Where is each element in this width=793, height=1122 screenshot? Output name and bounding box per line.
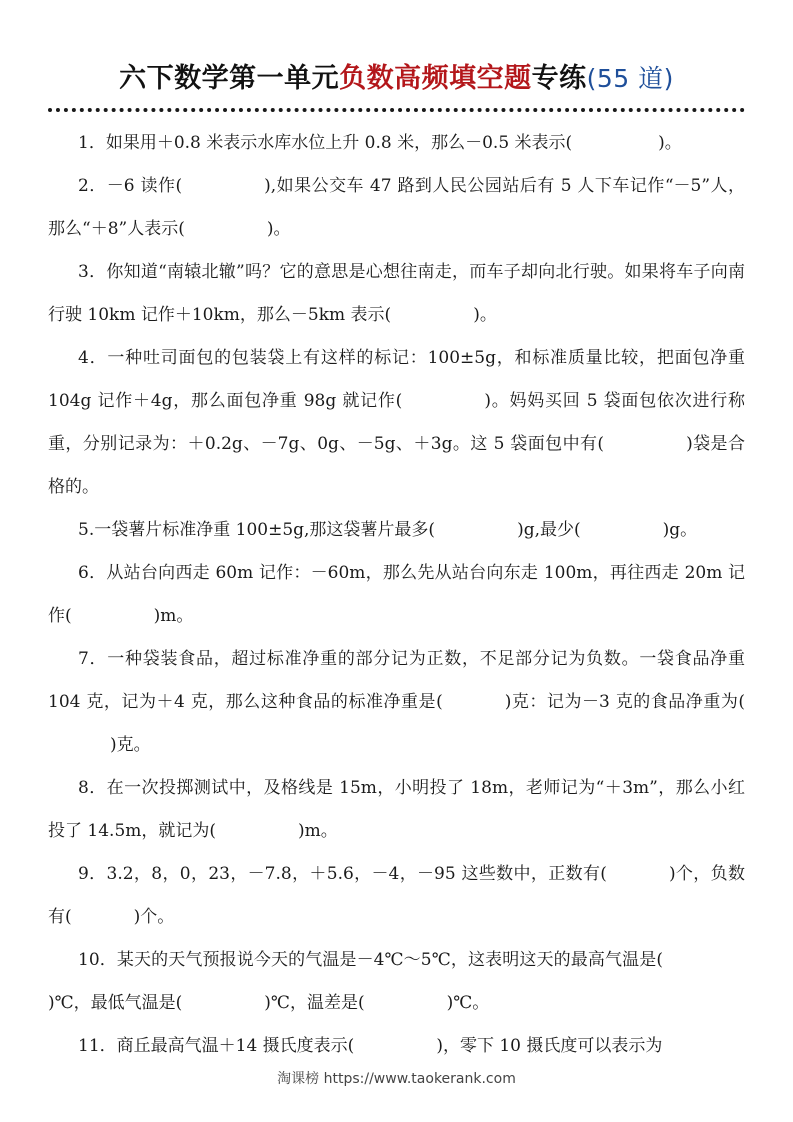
footer-watermark: 淘课榜 https://www.taokerank.com [277,1071,516,1087]
question-10: 10．某天的天气预报说今天的气温是－4℃～5℃，这表明这天的最高气温是()℃，最低气温是( )℃，温差是( )℃。 [48,950,663,1013]
question-4: 4．一种吐司面包的包装袋上有这样的标记：100±5g，和标准质量比较，把面包净重 104g 记作＋4g，那么面包净重 98g 就记作( )。妈妈买回 5 袋面包依次进行称重，分别记录为：＋0.2g、－7g、0g、－5g、＋3g。这 5 袋面包中有( )袋是合格的。 [48,348,745,497]
question-6: 6．从站台向西走 60m 记作：－60m，那么先从站台向东走 100m，再往西走 20m 记作( )m。 [48,563,745,626]
question-3: 3．你知道“南辕北辙”吗？它的意思是心想往南走，而车子却向北行驶。如果将车子向南行驶 10km 记作＋10km，那么－5km 表示( )。 [48,262,745,325]
question-9: 9．3.2，8，0，23，－7.8，＋5.6，－4，－95 这些数中，正数有( )个，负数有( )个。 [48,864,745,927]
title-count: (55 道) [586,64,674,93]
question-2: 2．－6 读作( ),如果公交车 47 路到人民公园站后有 5 人下车记作“－5”人，那么“＋8”人表示( )。 [48,176,745,239]
question-list [48,122,745,1068]
question-1: 1．如果用＋0.8 米表示水库水位上升 0.8 米，那么－0.5 米表示( )。 [78,133,682,153]
page-title [0,56,793,95]
question-11: 11．商丘最高气温＋14 摄氏度表示( )，零下 10 摄氏度可以表示为 [78,1036,663,1056]
title-part-1: 六下数学第一单元 [119,63,340,94]
dotted-divider [48,108,745,112]
title-part-3: 专练 [531,63,587,94]
title-part-2: 负数高频填空题 [339,63,532,94]
question-7: 7．一种袋装食品，超过标准净重的部分记为正数，不足部分记为负数。一袋食品净重 104 克，记为＋4 克，那么这种食品的标准净重是( )克：记为－3 克的食品净重为()克。 [48,649,746,755]
question-8: 8．在一次投掷测试中，及格线是 15m，小明投了 18m，老师记为“＋3m”，那么小红投了 14.5m，就记为( )m。 [48,778,745,841]
question-5: 5.一袋薯片标准净重 100±5g,那这袋薯片最多( )g,最少( )g。 [78,520,698,540]
